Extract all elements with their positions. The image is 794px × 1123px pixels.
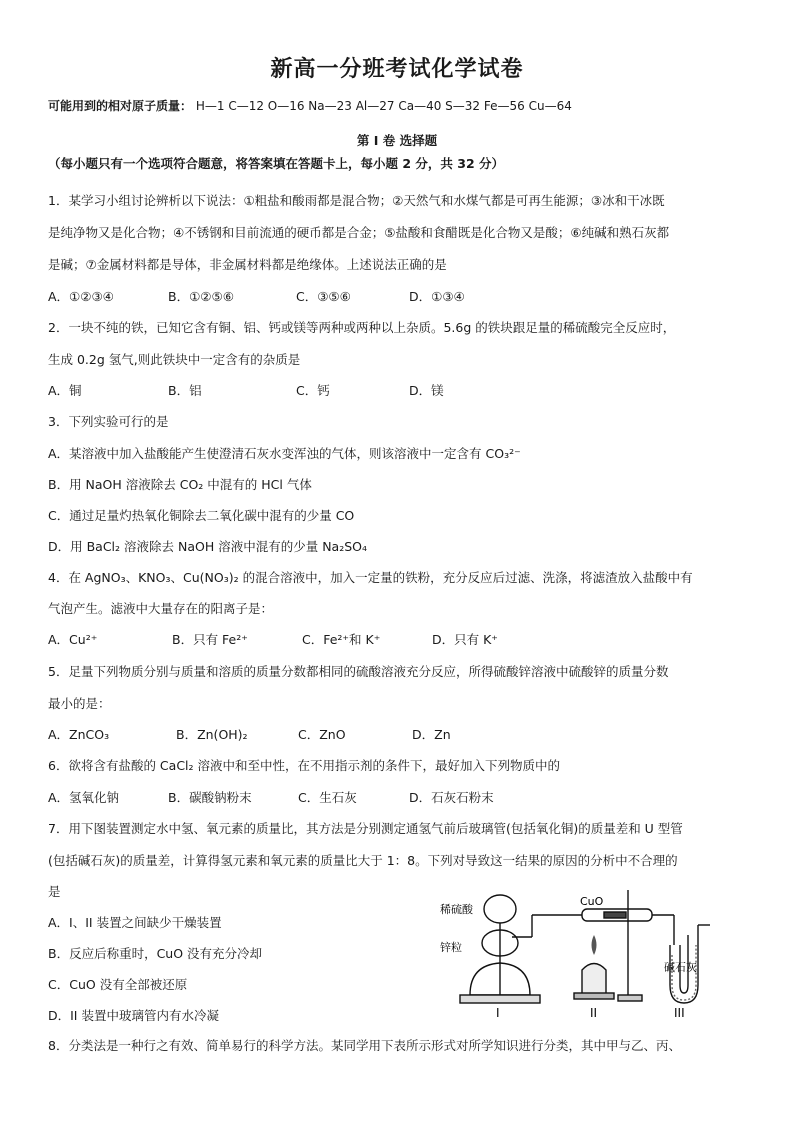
q1-option-b: B．①②⑤⑥ xyxy=(168,289,234,304)
q4-option-a: A．Cu²⁺ xyxy=(48,632,98,647)
instruction: （每小题只有一个选项符合题意，将答案填在答题卡上，每小题 2 分，共 32 分） xyxy=(48,156,505,171)
q3-option-a: A．某溶液中加入盐酸能产生使澄清石灰水变浑浊的气体，则该溶液中一定含有 CO₃²⁻ xyxy=(48,446,521,461)
q4-option-c: C．Fe²⁺和 K⁺ xyxy=(302,632,381,647)
atomic-masses-label: 可能用到的相对原子质量： xyxy=(48,99,193,113)
atomic-masses-values: H—1 C—12 O—16 Na—23 Al—27 Ca—40 S—32 Fe—56 Cu—64 xyxy=(195,99,572,113)
q4-line1: 4．在 AgNO₃、KNO₃、Cu(NO₃)₂ 的混合溶液中，加入一定量的铁粉，充分反应后过滤、洗涤，将滤渣放入盐酸中有 xyxy=(48,570,693,585)
q7-line1: 7．用下图装置测定水中氢、氧元素的质量比，其方法是分别测定通氢气前后玻璃管(包括氧化铜)的质量差和 U 型管 xyxy=(48,821,683,836)
q6-option-b: B．碳酸钠粉末 xyxy=(168,790,252,805)
label-acid: 稀硫酸 xyxy=(440,903,473,916)
q4-line2: 气泡产生。滤液中大量存在的阳离子是： xyxy=(48,601,274,616)
q1-line2: 是纯净物又是化合物；④不锈钢和目前流通的硬币都是合金；⑤盐酸和食醋既是化合物又是酸；⑥纯碱和熟石灰都 xyxy=(48,225,670,240)
q5-option-c: C．ZnO xyxy=(298,727,346,742)
label-soda-lime: 碱石灰 xyxy=(664,961,697,974)
q3-stem: 3．下列实验可行的是 xyxy=(48,414,169,429)
q4-option-d: D．只有 K⁺ xyxy=(432,632,498,647)
q7-line2: (包括碱石灰)的质量差，计算得氢元素和氧元素的质量比大于 1：8。下列对导致这一结果的原因的分析中不合理的 xyxy=(48,853,678,868)
q6-option-a: A．氢氧化钠 xyxy=(48,790,120,805)
q3-option-d: D．用 BaCl₂ 溶液除去 NaOH 溶液中混有的少量 Na₂SO₄ xyxy=(48,539,367,554)
q5-line1: 5．足量下列物质分别与质量和溶质的质量分数都相同的硫酸溶液充分反应，所得硫酸锌溶液中硫酸锌的质量分数 xyxy=(48,664,669,679)
q2-option-c: C．钙 xyxy=(296,383,330,398)
q1-option-d: D．①③④ xyxy=(409,289,465,304)
atomic-masses xyxy=(48,97,572,114)
q6-option-c: C．生石灰 xyxy=(298,790,357,805)
q2-line1: 2．一块不纯的铁，已知它含有铜、铝、钙或镁等两种或两种以上杂质。5.6g 的铁块跟足量的稀硫酸完全反应时， xyxy=(48,320,676,335)
q2-line2: 生成 0.2g 氢气,则此铁块中一定含有的杂质是 xyxy=(48,352,301,367)
q1-line1: 1．某学习小组讨论辨析以下说法：①粗盐和酸雨都是混合物；②天然气和水煤气都是可再生能源；③冰和干冰既 xyxy=(48,193,665,208)
q7-option-a: A．I、II 装置之间缺少干燥装置 xyxy=(48,915,222,930)
q1-line3: 是碱；⑦金属材料都是导体，非金属材料都是绝缘体。上述说法正确的是 xyxy=(48,257,447,272)
q5-option-b: B．Zn(OH)₂ xyxy=(176,727,248,742)
q6-stem: 6．欲将含有盐酸的 CaCl₂ 溶液中和至中性，在不用指示剂的条件下，最好加入下列物质中的 xyxy=(48,758,561,773)
q5-line2: 最小的是： xyxy=(48,696,111,711)
apparatus-diagram xyxy=(432,885,712,1020)
page-title: 新高一分班考试化学试卷 xyxy=(270,57,524,82)
q1-option-a: A．①②③④ xyxy=(48,289,114,304)
q3-option-c: C．通过足量灼热氧化铜除去二氧化碳中混有的少量 CO xyxy=(48,508,355,523)
label-ii: II xyxy=(590,1006,598,1020)
q4-option-b: B．只有 Fe²⁺ xyxy=(172,632,248,647)
q6-option-d: D．石灰石粉末 xyxy=(409,790,494,805)
label-cuo: CuO xyxy=(580,895,604,908)
q7-line3: 是 xyxy=(48,884,61,899)
label-iii: III xyxy=(674,1006,685,1020)
q2-option-d: D．镁 xyxy=(409,383,444,398)
section-title: 第 I 卷 选择题 xyxy=(356,133,438,148)
q7-option-d: D．II 装置中玻璃管内有水冷凝 xyxy=(48,1008,219,1023)
q5-option-d: D．Zn xyxy=(412,727,451,742)
q3-option-b: B．用 NaOH 溶液除去 CO₂ 中混有的 HCl 气体 xyxy=(48,477,312,492)
q8-line1: 8．分类法是一种行之有效、简单易行的科学方法。某同学用下表所示形式对所学知识进行分类，其中甲与乙、丙、 xyxy=(48,1038,681,1053)
q7-option-b: B．反应后称重时，CuO 没有充分冷却 xyxy=(48,946,263,961)
label-i: I xyxy=(496,1006,500,1020)
q5-option-a: A．ZnCO₃ xyxy=(48,727,110,742)
kipp-generator xyxy=(460,895,582,1003)
q7-option-c: C．CuO 没有全部被还原 xyxy=(48,977,188,992)
label-zinc: 锌粒 xyxy=(440,941,462,954)
q1-option-c: C．③⑤⑥ xyxy=(296,289,351,304)
q2-option-b: B．铝 xyxy=(168,383,202,398)
apparatus-figure xyxy=(432,885,712,1024)
q2-option-a: A．铜 xyxy=(48,383,82,398)
